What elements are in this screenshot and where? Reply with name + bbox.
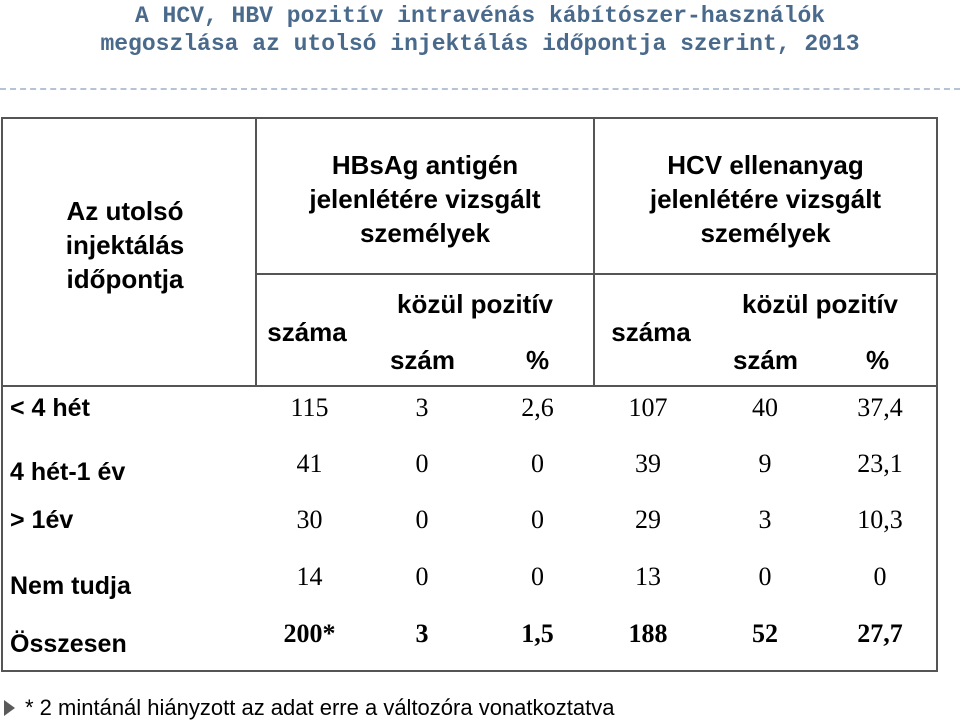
cell-hcv-szama: 39 xyxy=(635,449,661,478)
cell-hcv-pos-szam: 3 xyxy=(758,505,772,534)
header-corner-line-2: injektálás xyxy=(65,230,185,260)
grid-line-h2 xyxy=(595,273,936,275)
cell-hbsag-szama: 30 xyxy=(296,505,323,534)
grid-line-h1 xyxy=(257,273,593,275)
header-hbsag-line-2: jelenlétére vizsgált xyxy=(309,184,541,214)
row-label: 4 hét-1 év xyxy=(10,457,126,486)
row-label: Nem tudja xyxy=(10,571,131,600)
header-hcv-szam: szám xyxy=(732,345,799,375)
header-hcv-line-3: személyek xyxy=(700,218,831,248)
title-divider xyxy=(0,88,960,90)
header-corner-line-3: időpontja xyxy=(66,264,184,294)
page-title xyxy=(0,2,960,58)
header-hbsag-line-3: személyek xyxy=(359,218,491,248)
cell-hcv-pos-szam: 40 xyxy=(752,393,778,422)
header-hcv-line-2: jelenlétére vizsgált xyxy=(649,184,882,214)
header-hcv-line-1: HCV ellenanyag xyxy=(667,150,864,180)
cell-hbsag-szama: 115 xyxy=(290,393,329,422)
header-hcv-kozul-pozitiv: közül pozitív xyxy=(742,289,898,319)
cell-hcv-pos-szam: 9 xyxy=(758,449,772,478)
title-line-1: A HCV, HBV pozitív intravénás kábítószer-használók xyxy=(134,3,826,29)
cell-hcv-szama: 29 xyxy=(635,505,661,534)
cell-hbsag-pos-pct: 2,6 xyxy=(521,393,554,422)
triangle-bullet-icon xyxy=(4,700,15,716)
cell-hbsag-pos-pct: 1,5 xyxy=(521,619,554,648)
cell-hcv-szama: 188 xyxy=(628,619,668,648)
header-hbsag-line-1: HBsAg antigén xyxy=(331,150,519,180)
cell-hcv-pos-pct: 27,7 xyxy=(857,619,903,648)
cell-hbsag-szama: 200* xyxy=(283,619,336,648)
row-label: > 1év xyxy=(10,505,74,534)
header-hbsag-kozul-pozitiv: közül pozitív xyxy=(397,289,553,319)
cell-hbsag-pos-szam: 0 xyxy=(415,562,429,591)
row-label: Összesen xyxy=(10,629,127,658)
cell-hbsag-pos-szam: 0 xyxy=(415,505,429,534)
cell-hcv-pos-szam: 0 xyxy=(758,562,772,591)
cell-hbsag-szama: 14 xyxy=(296,562,323,591)
header-corner xyxy=(20,180,230,310)
cell-hcv-pos-pct: 0 xyxy=(873,562,887,591)
row-label: < 4 hét xyxy=(10,393,90,422)
header-hcv xyxy=(595,144,936,254)
cell-hcv-pos-szam: 52 xyxy=(752,619,778,648)
header-hbsag-szam: szám xyxy=(389,345,456,375)
header-hbsag-pct: % xyxy=(525,345,550,375)
cell-hbsag-szama: 41 xyxy=(296,449,323,478)
cell-hcv-szama: 13 xyxy=(635,562,661,591)
header-hbsag xyxy=(257,144,593,254)
cell-hbsag-pos-szam: 3 xyxy=(415,393,429,422)
cell-hbsag-pos-pct: 0 xyxy=(531,505,544,534)
header-hcv-pct: % xyxy=(865,345,890,375)
cell-hcv-pos-pct: 23,1 xyxy=(857,449,903,478)
header-corner-line-1: Az utolsó xyxy=(66,196,184,226)
cell-hbsag-pos-szam: 0 xyxy=(415,449,429,478)
footnote xyxy=(4,693,614,723)
grid-line-h3 xyxy=(1,385,938,387)
cell-hbsag-pos-szam: 3 xyxy=(415,619,429,648)
title-line-2: megoszlása az utolsó injektálás időpontja szerint, 2013 xyxy=(100,31,860,57)
cell-hcv-pos-pct: 10,3 xyxy=(857,505,903,534)
footnote-text: * 2 mintánál hiányzott az adat erre a változóra vonatkoztatva xyxy=(25,695,615,720)
cell-hbsag-pos-pct: 0 xyxy=(531,449,544,478)
cell-hcv-szama: 107 xyxy=(628,393,668,422)
cell-hbsag-pos-pct: 0 xyxy=(531,562,544,591)
cell-hcv-pos-pct: 37,4 xyxy=(857,393,903,422)
header-hcv-szama: száma xyxy=(611,317,691,347)
header-hbsag-szama: száma xyxy=(267,317,347,347)
